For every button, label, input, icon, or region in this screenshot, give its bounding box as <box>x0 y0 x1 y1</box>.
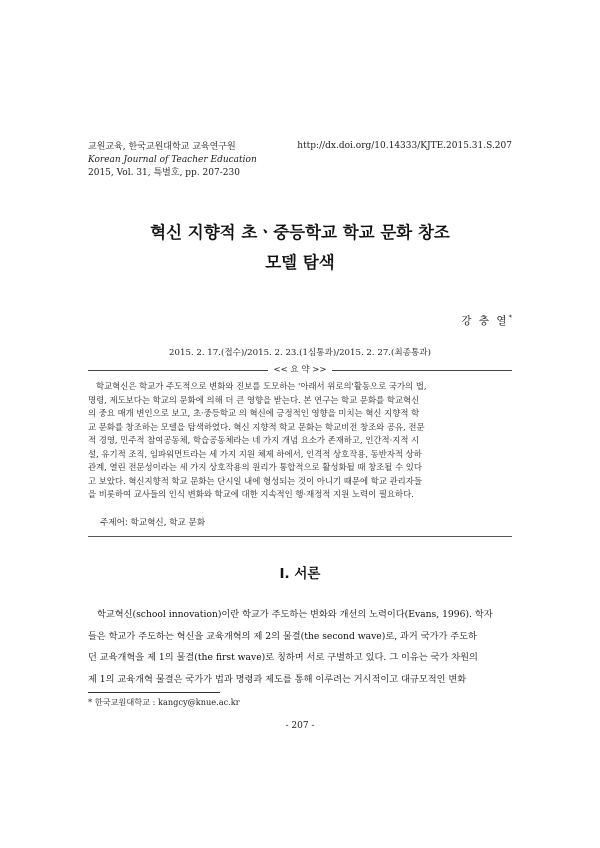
body-line: 제 1의 교육개혁 물결은 국가가 법과 명령과 제도를 통해 이루려는 거시적이고 대규모적인 변화 <box>88 673 467 685</box>
submission-dates: 2015. 2. 17.(접수)/2015. 2. 23.(1심통과)/2015. 2. 27.(최종통과) <box>169 348 431 358</box>
author <box>461 313 512 328</box>
abstract-header <box>88 364 512 376</box>
journal-info <box>88 141 257 180</box>
abstract-line: 설, 유기적 조직, 임파워먼트라는 세 가지 지원 체제 하에서, 인격적 상호작용, 동반자적 상하 <box>88 448 422 459</box>
publisher: 교원교육, 한국교원대학교 교육연구원 <box>88 142 236 152</box>
abstract-body <box>88 380 512 502</box>
abstract-line: 학교혁신은 학교가 주도적으로 변화와 진보를 도모하는 '아래서 위로의'활동으로 국가의 법, <box>96 381 427 391</box>
abstract-heading: << 요 약 >> <box>273 365 327 375</box>
abstract-line: 의 중요 매개 변인으로 보고, 초·중등학교 의 혁신에 긍정적인 영향을 미치는 혁신 지향적 학 <box>88 408 420 418</box>
journal-english-name: Korean Journal of Teacher Education <box>88 155 257 165</box>
abstract-line: 교 문화를 창조하는 모델을 탐색하였다. 혁신 지향적 학교 문화는 학교비전 창조와 공유, 전문 <box>88 421 425 432</box>
body-line: 학교혁신(school innovation)이란 학교가 주도하는 변화와 개선의 노력이다(Evans, 1996). 학자 <box>97 609 493 620</box>
abstract-line: 고 보았다. 혁신지향적 학교 문화는 단시일 내에 형성되는 것이 아니기 때문에 학교 관리자들 <box>88 475 422 486</box>
author-footnote-marker: * <box>508 313 512 322</box>
paper-title <box>60 218 540 278</box>
abstract-line: 명령, 제도보다는 학교의 문화에 의해 더 큰 영향을 받는다. 본 연구는 학교 문화를 학교혁신 <box>88 394 420 405</box>
footnote-rule <box>88 692 220 693</box>
volume-info: 2015, Vol. 31, 특별호, pp. 207-230 <box>88 168 240 178</box>
abstract-line: 적 경영, 민주적 참여공동체, 학습공동체라는 네 가지 개념 요소가 존재하고, 인간적·지적 시 <box>88 435 420 445</box>
page-number: - 207 - <box>285 721 315 731</box>
abstract-rule-right <box>332 370 512 371</box>
title-line-1: 혁신 지향적 초ㆍ중등학교 학교 문화 창조 <box>150 223 450 242</box>
body-line: 들은 학교가 주도하는 혁신을 교육개혁의 제 2의 물결(the second wave)로, 과거 국가가 주도하 <box>88 630 477 642</box>
abstract-bottom-rule <box>88 536 512 537</box>
abstract-line: 을 비롯하여 교사들의 인식 변화와 학교에 대한 지속적인 행·재정적 지원 노력이 필요하다. <box>88 489 414 499</box>
title-line-2: 모델 탐색 <box>265 253 335 272</box>
author-name: 강 충 열 <box>461 315 509 327</box>
section-heading: I. 서론 <box>279 566 321 582</box>
footnote: * 한국교원대학교 : kangcy@knue.ac.kr <box>88 697 240 707</box>
keywords: 주제어: 학교혁신, 학교 문화 <box>100 518 206 528</box>
body-line: 던 교육개혁을 제 1의 물결(the first wave)로 칭하며 서로 구별하고 있다. 그 이유는 국가 차원의 <box>88 652 478 663</box>
body-text <box>88 604 512 690</box>
doi-link[interactable]: http://dx.doi.org/10.14333/KJTE.2015.31.S.207 <box>297 141 512 151</box>
abstract-line: 관계, 열린 전문성이라는 세 가지 상호작용의 원리가 통합적으로 활성화될 때 창조될 수 있다 <box>88 462 422 472</box>
